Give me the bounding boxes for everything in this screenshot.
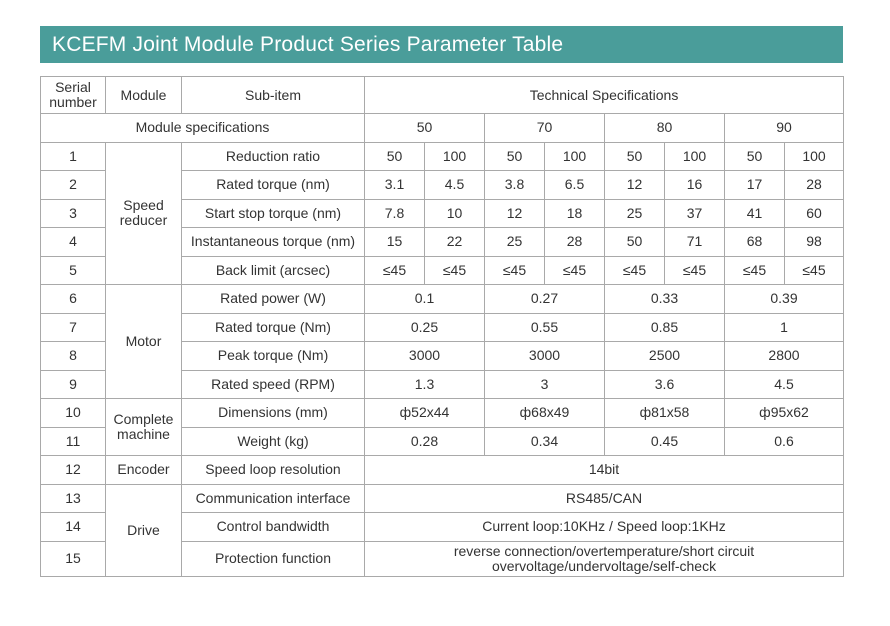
value-cell: 3000: [485, 342, 605, 371]
serial-cell: 7: [41, 313, 106, 342]
value-cell: 3: [485, 370, 605, 399]
value-cell: 4.5: [725, 370, 844, 399]
value-cell: 6.5: [545, 171, 605, 200]
serial-cell: 12: [41, 456, 106, 485]
serial-cell: 4: [41, 228, 106, 257]
value-cell: 25: [485, 228, 545, 257]
value-cell: 16: [665, 171, 725, 200]
serial-cell: 1: [41, 142, 106, 171]
group-motor: Motor: [106, 285, 182, 399]
value-cell: 50: [725, 142, 785, 171]
serial-cell: 11: [41, 427, 106, 456]
sub-item-cell: Rated power (W): [182, 285, 365, 314]
value-cell: 0.39: [725, 285, 844, 314]
header-sub-item: Sub-item: [182, 77, 365, 114]
value-cell: 3.1: [365, 171, 425, 200]
value-cell: 28: [785, 171, 844, 200]
value-cell: ф81x58: [605, 399, 725, 428]
serial-cell: 9: [41, 370, 106, 399]
size-cell: 80: [605, 114, 725, 143]
serial-cell: 6: [41, 285, 106, 314]
value-cell: 100: [665, 142, 725, 171]
sub-item-cell: Communication interface: [182, 484, 365, 513]
sub-item-cell: Weight (kg): [182, 427, 365, 456]
value-cell: ≤45: [545, 256, 605, 285]
value-cell: 1: [725, 313, 844, 342]
value-cell: 50: [365, 142, 425, 171]
size-cell: 90: [725, 114, 844, 143]
module-specifications-row: [41, 114, 844, 143]
value-cell: 0.25: [365, 313, 485, 342]
value-cell: 100: [545, 142, 605, 171]
page-title: KCEFM Joint Module Product Series Parameter Table: [40, 26, 843, 63]
value-cell: 28: [545, 228, 605, 257]
value-cell: 71: [665, 228, 725, 257]
table-row: [41, 142, 844, 171]
value-cell: 41: [725, 199, 785, 228]
header-technical-specifications: Technical Specifications: [365, 77, 844, 114]
value-cell: 0.34: [485, 427, 605, 456]
value-cell: 50: [605, 142, 665, 171]
value-cell: ≤45: [785, 256, 844, 285]
sub-item-cell: Peak torque (Nm): [182, 342, 365, 371]
serial-cell: 8: [41, 342, 106, 371]
sub-item-cell: Protection function: [182, 541, 365, 576]
group-encoder: Encoder: [106, 456, 182, 485]
value-cell: 22: [425, 228, 485, 257]
serial-cell: 5: [41, 256, 106, 285]
sub-item-cell: Control bandwidth: [182, 513, 365, 542]
value-cell: 0.33: [605, 285, 725, 314]
value-cell: 100: [785, 142, 844, 171]
header-serial-number: Serial number: [41, 77, 106, 114]
sub-item-cell: Rated speed (RPM): [182, 370, 365, 399]
table-row: [41, 399, 844, 428]
serial-cell: 10: [41, 399, 106, 428]
size-cell: 50: [365, 114, 485, 143]
table-row: [41, 456, 844, 485]
value-cell: 18: [545, 199, 605, 228]
value-cell: 0.55: [485, 313, 605, 342]
value-cell: ≤45: [665, 256, 725, 285]
sub-item-cell: Dimensions (mm): [182, 399, 365, 428]
serial-cell: 2: [41, 171, 106, 200]
serial-cell: 13: [41, 484, 106, 513]
size-cell: 70: [485, 114, 605, 143]
value-cell: ≤45: [485, 256, 545, 285]
value-cell: 14bit: [365, 456, 844, 485]
value-cell: 4.5: [425, 171, 485, 200]
value-cell: ф52x44: [365, 399, 485, 428]
header-module: Module: [106, 77, 182, 114]
value-cell: reverse connection/overtemperature/short circuit overvoltage/undervoltage/self-check: [365, 541, 844, 576]
value-cell: 60: [785, 199, 844, 228]
value-cell: ≤45: [365, 256, 425, 285]
table-row: [41, 484, 844, 513]
value-cell: 17: [725, 171, 785, 200]
value-cell: 10: [425, 199, 485, 228]
group-speed-reducer: Speed reducer: [106, 142, 182, 285]
group-complete-machine: Complete machine: [106, 399, 182, 456]
value-cell: ф95x62: [725, 399, 844, 428]
value-cell: 68: [725, 228, 785, 257]
serial-cell: 15: [41, 541, 106, 576]
sub-item-cell: Instantaneous torque (nm): [182, 228, 365, 257]
value-cell: 7.8: [365, 199, 425, 228]
value-cell: 98: [785, 228, 844, 257]
sub-item-cell: Back limit (arcsec): [182, 256, 365, 285]
value-cell: 0.6: [725, 427, 844, 456]
sub-item-cell: Rated torque (nm): [182, 171, 365, 200]
value-cell: 100: [425, 142, 485, 171]
value-cell: 50: [605, 228, 665, 257]
value-cell: 3.6: [605, 370, 725, 399]
table-header-row: [41, 77, 844, 114]
value-cell: 25: [605, 199, 665, 228]
sub-item-cell: Reduction ratio: [182, 142, 365, 171]
value-cell: 1.3: [365, 370, 485, 399]
value-cell: RS485/CAN: [365, 484, 844, 513]
value-cell: ф68x49: [485, 399, 605, 428]
value-cell: 3000: [365, 342, 485, 371]
parameter-table: [40, 76, 844, 577]
sub-item-cell: Rated torque (Nm): [182, 313, 365, 342]
value-cell: 0.1: [365, 285, 485, 314]
value-cell: 0.45: [605, 427, 725, 456]
value-cell: 2500: [605, 342, 725, 371]
value-cell: ≤45: [605, 256, 665, 285]
value-cell: 3.8: [485, 171, 545, 200]
sub-item-cell: Speed loop resolution: [182, 456, 365, 485]
module-specifications-label: Module specifications: [41, 114, 365, 143]
value-cell: 15: [365, 228, 425, 257]
value-cell: 12: [605, 171, 665, 200]
value-cell: 50: [485, 142, 545, 171]
table-row: [41, 285, 844, 314]
value-cell: 37: [665, 199, 725, 228]
sub-item-cell: Start stop torque (nm): [182, 199, 365, 228]
value-cell: Current loop:10KHz / Speed loop:1KHz: [365, 513, 844, 542]
value-cell: 0.85: [605, 313, 725, 342]
value-cell: 0.28: [365, 427, 485, 456]
value-cell: 12: [485, 199, 545, 228]
group-drive: Drive: [106, 484, 182, 576]
serial-cell: 14: [41, 513, 106, 542]
value-cell: ≤45: [425, 256, 485, 285]
value-cell: ≤45: [725, 256, 785, 285]
value-cell: 0.27: [485, 285, 605, 314]
value-cell: 2800: [725, 342, 844, 371]
serial-cell: 3: [41, 199, 106, 228]
